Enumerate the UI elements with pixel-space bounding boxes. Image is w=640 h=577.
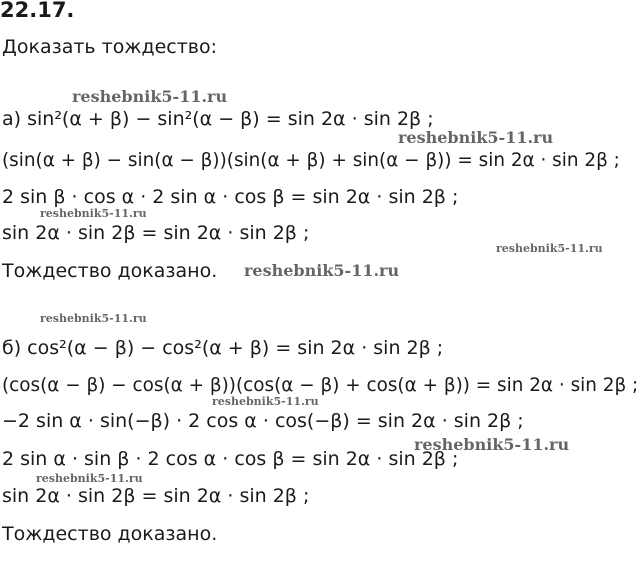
watermark: reshebnik5-11.ru xyxy=(212,395,319,408)
problem-statement: Доказать тождество: xyxy=(2,36,218,58)
watermark: reshebnik5-11.ru xyxy=(496,242,603,255)
part-a-line-2: (sin(α + β) − sin(α − β))(sin(α + β) + sin(α − β)) = sin 2α · sin 2β ; xyxy=(2,150,620,171)
part-a-line-4: sin 2α · sin 2β = sin 2α · sin 2β ; xyxy=(2,222,310,244)
watermark: reshebnik5-11.ru xyxy=(40,312,147,325)
watermark: reshebnik5-11.ru xyxy=(36,472,143,485)
watermark: reshebnik5-11.ru xyxy=(398,128,554,147)
watermark: reshebnik5-11.ru xyxy=(244,261,400,280)
part-b-line-5: sin 2α · sin 2β = sin 2α · sin 2β ; xyxy=(2,485,310,507)
watermark: reshebnik5-11.ru xyxy=(72,87,228,106)
watermark: reshebnik5-11.ru xyxy=(414,435,570,454)
part-b-line-4: 2 sin α · sin β · 2 cos α · cos β = sin 2α · sin 2β ; xyxy=(2,448,459,470)
watermark: reshebnik5-11.ru xyxy=(40,207,147,220)
part-a-line-1: а) sin²(α + β) − sin²(α − β) = sin 2α · sin 2β ; xyxy=(2,108,434,130)
part-b-line-3: −2 sin α · sin(−β) · 2 cos α · cos(−β) = sin 2α · sin 2β ; xyxy=(2,410,524,432)
part-b-line-1: б) cos²(α − β) − cos²(α + β) = sin 2α · sin 2β ; xyxy=(2,337,444,359)
part-b-conclusion: Тождество доказано. xyxy=(2,523,218,545)
problem-number: 22.17. xyxy=(0,0,75,22)
part-b-line-2: (cos(α − β) − cos(α + β))(cos(α − β) + cos(α + β)) = sin 2α · sin 2β ; xyxy=(2,375,639,396)
part-a-line-3: 2 sin β · cos α · 2 sin α · cos β = sin 2α · sin 2β ; xyxy=(2,186,459,208)
part-a-conclusion: Тождество доказано. xyxy=(2,260,218,282)
